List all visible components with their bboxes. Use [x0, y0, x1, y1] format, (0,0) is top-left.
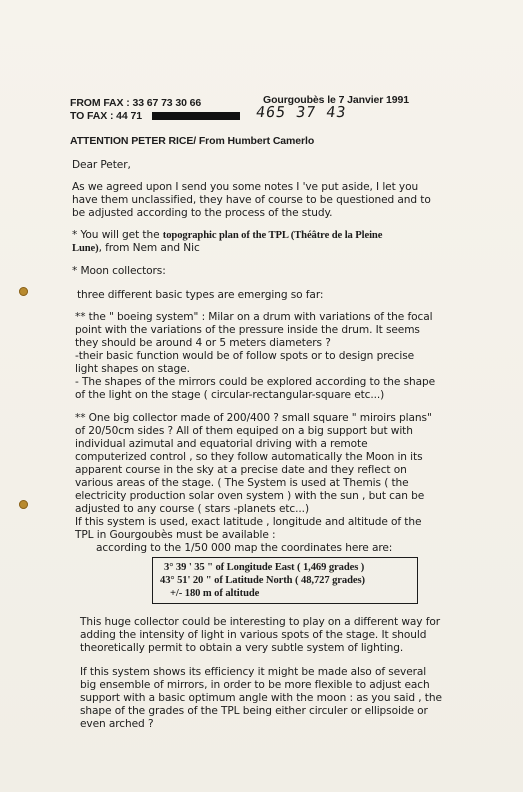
- plan-title: topographic plan of the TPL (Théâtre de la Pleine: [162, 230, 383, 241]
- collector-line: apparent course in the sky at a precise date and they reflect on: [75, 464, 407, 476]
- boeing-line: point with the variations of the pressure inside the drum. It seems: [75, 324, 420, 336]
- redaction-bar: [152, 112, 240, 120]
- collector-line: computerized control , so they follow automatically the Moon in its: [75, 451, 423, 463]
- plan-line: [72, 229, 382, 242]
- map-line: according to the 1/50 000 map the coordinates here are:: [96, 542, 393, 554]
- punch-hole: [19, 287, 28, 296]
- efficiency-line: shape of the grades of the TPL being either circuler or ellipsoide or: [80, 705, 428, 717]
- boeing-line: they should be around 4 or 5 meters diameters ?: [75, 337, 331, 349]
- place-date: Gourgoubès le 7 Janvier 1991: [263, 94, 410, 106]
- punch-hole: [19, 500, 28, 509]
- efficiency-line: big ensemble of mirrors, in order to be more flexible to adjust each: [80, 679, 430, 691]
- boeing-line: of the light on the stage ( circular-rectangular-square etc...): [75, 389, 385, 401]
- to-fax: TO FAX : 44 71: [70, 110, 142, 122]
- intro-line: As we agreed upon I send you some notes I 've put aside, I let you: [72, 181, 419, 193]
- intro-line: be adjusted according to the process of the study.: [72, 207, 333, 219]
- attention-line: ATTENTION PETER RICE/ From Humbert Camerlo: [70, 135, 315, 147]
- types-line: three different basic types are emerging so far:: [77, 289, 324, 301]
- collector-line: adjusted to any course ( stars -planets etc...): [75, 503, 309, 515]
- huge-line: This huge collector could be interesting to play on a different way for: [80, 616, 441, 628]
- efficiency-line: even arched ?: [80, 718, 154, 730]
- boeing-line: light shapes on stage.: [75, 363, 190, 375]
- salutation: Dear Peter,: [72, 159, 131, 171]
- boeing-line: - The shapes of the mirrors could be explored according to the shape: [75, 376, 436, 388]
- plan-title-end: Lune): [72, 243, 99, 254]
- plan-suffix: , from Nem and Nic: [98, 242, 200, 254]
- plan-prefix: * You will get the: [72, 229, 160, 241]
- collector-line: individual azimutal and equatorial driving with a remote: [75, 438, 368, 450]
- plan-line: [72, 242, 200, 255]
- section-heading: * Moon collectors:: [72, 265, 166, 277]
- coordinate-latitude: 43° 51' 20 " of Latitude North ( 48,727 grades): [160, 575, 365, 586]
- boeing-line: -their basic function would be of follow spots or to design precise: [75, 350, 415, 362]
- coordinate-longitude: 3° 39 ' 35 " of Longitude East ( 1,469 grades ): [164, 562, 365, 573]
- collector-line: of 20/50cm sides ? All of them equiped on a big support but with: [75, 425, 413, 437]
- collector-line: If this system is used, exact latitude , longitude and altitude of the: [75, 516, 422, 528]
- boeing-line: ** the " boeing system" : Milar on a drum with variations of the focal: [75, 311, 433, 323]
- coordinate-altitude: +/- 180 m of altitude: [170, 588, 260, 599]
- huge-line: adding the intensity of light in various spots of the stage. It should: [80, 629, 427, 641]
- intro-line: have them unclassified, they have of course to be questioned and to: [72, 194, 431, 206]
- collector-line: TPL in Gourgoubès must be available :: [75, 529, 276, 541]
- efficiency-line: support with a basic optimum angle with the moon : as you said , the: [80, 692, 442, 704]
- handwritten-number: 465 37 43: [254, 103, 348, 121]
- collector-line: various areas of the stage. ( The System is used at Themis ( the: [75, 477, 409, 489]
- collector-line: ** One big collector made of 200/400 ? small square " miroirs plans": [75, 412, 432, 424]
- efficiency-line: If this system shows its efficiency it might be made also of several: [80, 666, 427, 678]
- from-fax: FROM FAX : 33 67 73 30 66: [70, 97, 202, 109]
- huge-line: theoretically permit to obtain a very subtle system of lighting.: [80, 642, 404, 654]
- collector-line: electricity production solar oven system ) with the sun , but can be: [75, 490, 425, 502]
